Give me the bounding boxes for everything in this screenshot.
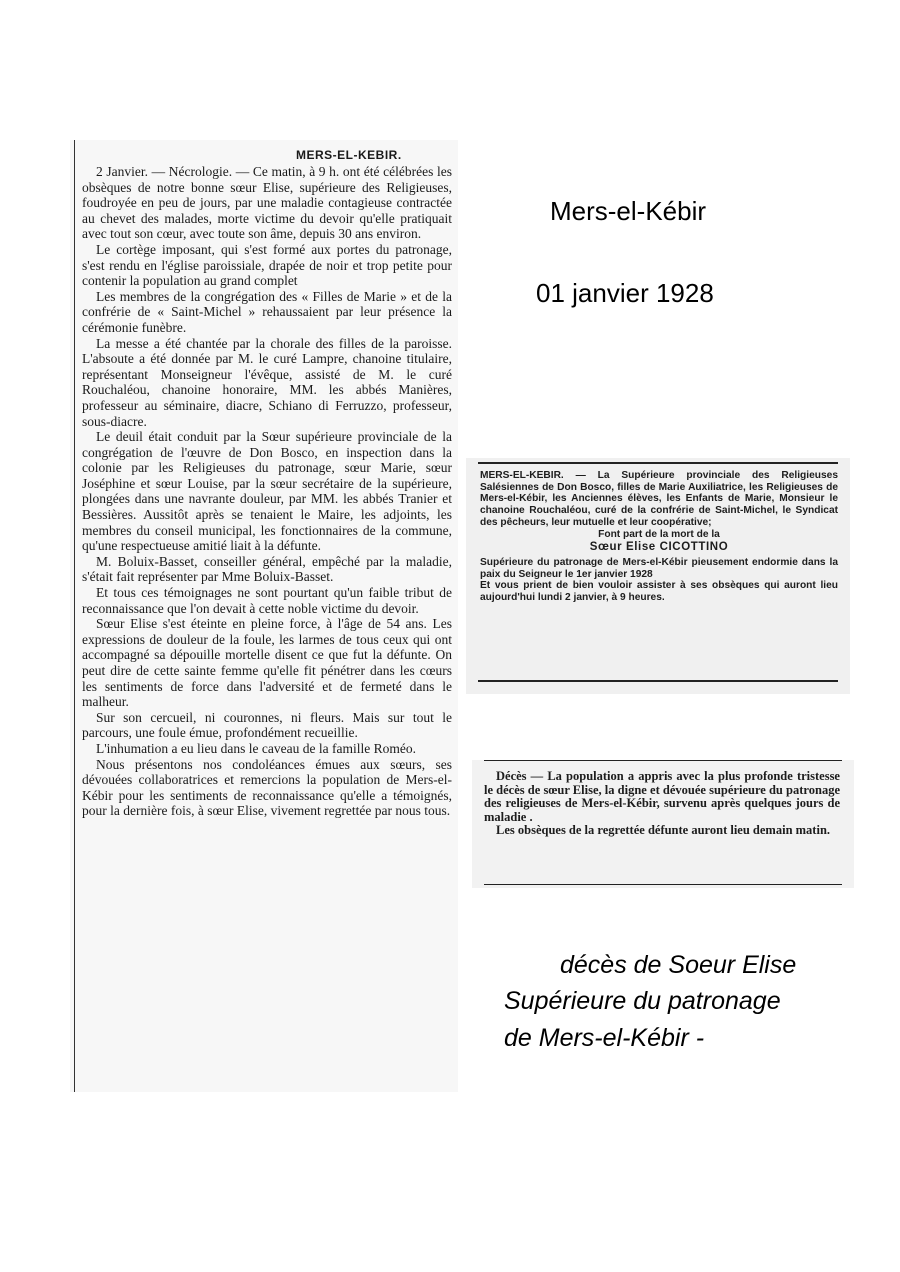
notice-detail: Supérieure du patronage de Mers-el-Kébir pieusement endormie dans la paix du Seigneur le 1er janvier 1928	[480, 556, 838, 580]
notice-deceased-name: Sœur Elise CICOTTINO	[589, 541, 729, 554]
article-paragraph: Le cortège imposant, qui s'est formé aux portes du patronage, s'est rendu en l'église paroissiale, drapée de noir et trop petite pour contenir la population au grand complet	[82, 241, 452, 289]
death-notice-clipping	[466, 458, 850, 694]
notice-invite: Et vous prient de bien vouloir assister à ses obsèques qui auront lieu aujourd'hui lundi 2 janvier, à 9 heures.	[480, 580, 838, 604]
caption-place: Mers-el-Kébir	[550, 196, 707, 226]
article-paragraph: Nous présentons nos condoléances émues aux sœurs, ses dévouées collaboratrices et remercions la population de Mers-el-Kébir pour les sentiments de reconnaissance qu'elle a témoignés, pour la dernière fois, à sœur Elise, vivement regrettée par nous tous.	[82, 756, 452, 819]
caption-date: 01 janvier 1928	[536, 278, 714, 308]
deces-bottom-rule	[484, 884, 842, 885]
clipping-heading: MERS-EL-KEBIR.	[296, 148, 402, 162]
caption-line-3: de Mers-el-Kébir -	[504, 1024, 705, 1052]
column-rule	[74, 140, 75, 1092]
deces-clipping	[472, 760, 854, 888]
caption-line-2: Supérieure du patronage	[504, 987, 781, 1015]
notice-top-rule	[478, 462, 838, 464]
deces-paragraph: Décès — La population a appris avec la plus profonde tristesse le décès de sœur Elise, la digne et dévouée supérieure du patronage des religieuses de Mers-el-Kébir, survenu après quelques jours de maladie .	[484, 769, 840, 824]
article-paragraph: M. Boluix-Basset, conseiller général, empêché par la maladie, s'était fait représenter par Mme Boluix-Basset.	[82, 553, 452, 585]
notice-announce: Font part de la mort de la	[598, 528, 720, 540]
article-paragraph: Le deuil était conduit par la Sœur supérieure provinciale de la congrégation de l'œuvre de Don Bosco, en inspection dans la colonie par les Religieuses du patronage, sœur Marie, sœur Joséphine et sœur Louise, par la sœur secrétaire de la supérieure, plongées dans une navrante douleur, par MM. les abbés Tranier et Bessières. Aussitôt après se tenaient le Maire, les adjoints, les membres du conseil municipal, les fonctionnaires de la commune, qu'une respectueuse amitié liait à la défunte.	[82, 429, 452, 554]
deces-body	[484, 770, 840, 838]
article-paragraph: L'inhumation a eu lieu dans le caveau de la famille Roméo.	[96, 740, 416, 756]
deces-paragraph: Les obsèques de la regrettée défunte auront lieu demain matin.	[496, 823, 831, 837]
article-paragraph: Sœur Elise s'est éteinte en pleine force, à l'âge de 54 ans. Les expressions de douleur de la foule, les larmes de tous ceux qui ont accompagné sa dépouille mortelle disent ce que fut la défunte. On peut dire de cette sainte femme qu'elle fit pénétrer dans les cœurs les sentiments de force dans l'adversité et de fermeté dans le malheur.	[82, 616, 452, 710]
obituary-body	[82, 164, 452, 819]
article-paragraph: Sur son cercueil, ni couronnes, ni fleurs. Mais sur tout le parcours, une foule émue, profondément recueillie.	[82, 709, 452, 741]
notice-body	[480, 470, 838, 604]
article-paragraph: La messe a été chantée par la chorale des filles de la paroisse. L'absoute a été donnée par M. le curé Lampre, chanoine titulaire, représentant Monseigneur l'évêque, assisté de M. le curé Rouchaléou, chanoine honoraire, MM. les abbés Manières, professeur au séminaire, diacre, Schiano di Ferruzzo, professeur, sous-diacre.	[82, 335, 452, 429]
article-paragraph: 2 Janvier. — Nécrologie. — Ce matin, à 9 h. ont été célébrées les obsèques de notre bonne sœur Elise, supérieure des Religieuses, foudroyée en peu de jours, par une maladie contagieuse contractée au chevet des malades, morte victime du devoir qu'elle pratiquait avec tout son cœur, avec toute son âme, depuis 30 ans environ.	[82, 164, 452, 242]
article-paragraph: Et tous ces témoignages ne sont pourtant qu'un faible tribut de reconnaissance que l'on devait à cette noble victime du devoir.	[82, 585, 452, 616]
caption-line-1: décès de Soeur Elise	[560, 951, 797, 979]
article-paragraph: Les membres de la congrégation des « Filles de Marie » et de la confrérie de « Saint-Michel » rehaussaient par leur présence la cérémonie funèbre.	[82, 288, 452, 335]
notice-intro: MERS-EL-KEBIR. — La Supérieure provinciale des Religieuses Salésiennes de Don Bosco, filles de Marie Auxiliatrice, les Religieuses de Mers-el-Kébir, les Anciennes élèves, les Enfants de Marie, Monsieur le chanoine Rouchaléou, curé de la confrérie de Saint-Michel, le Syndicat des pêcheurs, leur mutuelle et leur coopérative;	[480, 470, 838, 528]
notice-bottom-rule	[478, 680, 838, 682]
deces-top-rule	[484, 760, 842, 761]
obituary-clipping	[70, 140, 458, 1092]
